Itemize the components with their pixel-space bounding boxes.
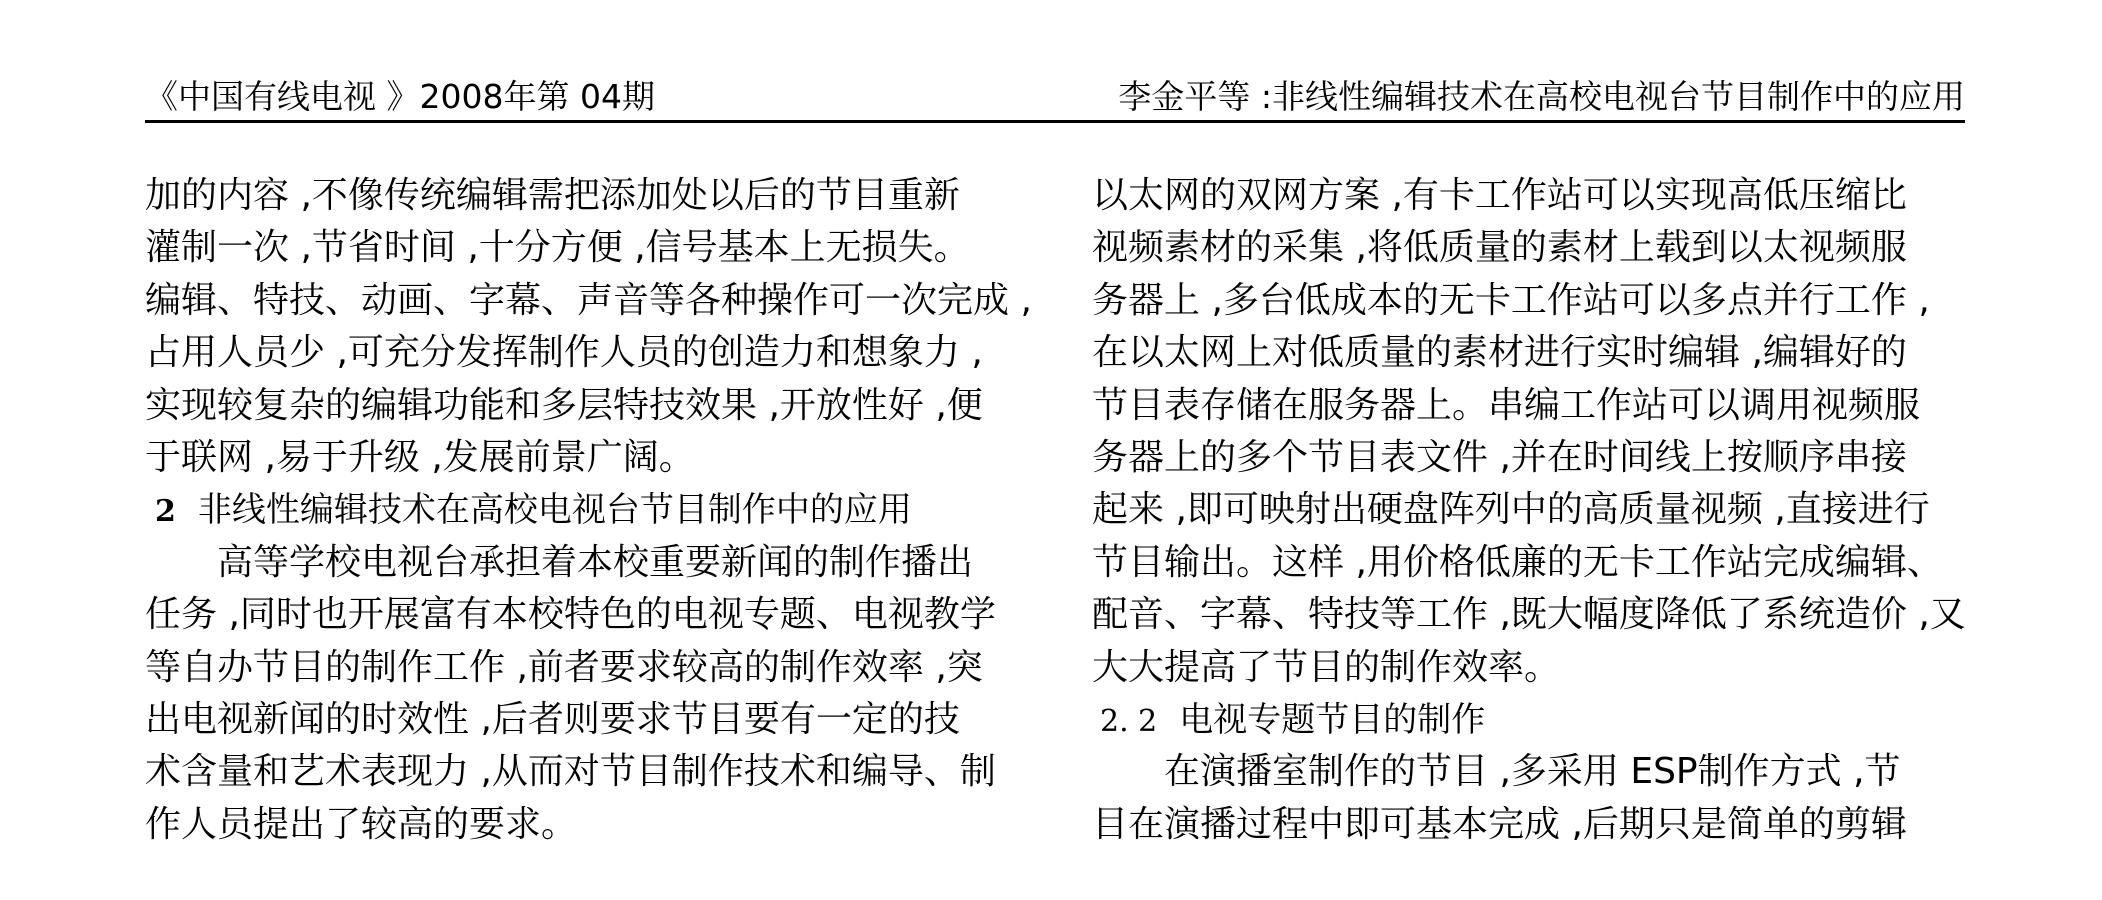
body-text-line: 编辑、特技、动画、字幕、声音等各种操作可一次完成 , [145,279,1032,321]
body-text-line: 以太网的双网方案 ,有卡工作站可以实现高低压缩比 [1092,175,1907,216]
body-text-line: 灌制一次 ,节省时间 ,十分方便 ,信号基本上无损失。 [145,227,970,269]
body-text-line: 大大提高了节目的制作效率。 [1092,646,1561,688]
subsection-heading [1092,694,1964,746]
body-text-line: 占用人员少 ,可充分发挥制作人员的创造力和想象力 , [145,332,983,374]
body-text-line: 于联网 ,易于升级 ,发展前景广阔。 [145,436,695,478]
body-text-line: 务器上 ,多台低成本的无卡工作站可以多点并行工作 , [1092,279,1930,321]
body-text-line: 配音、字幕、特技等工作 ,既大幅度降低了系统造价 ,又 [1092,594,1966,636]
body-text-line: 起来 ,即可映射出硬盘阵列中的高质量视频 ,直接进行 [1092,489,1930,531]
section-title: 非线性编辑技术在高校电视台节目制作中的应用 [197,490,912,531]
body-text-line: 节目输出。这样 ,用价格低廉的无卡工作站完成编辑、 [1092,541,1943,583]
journal-issue: 《中国有线电视 》2008年第 04期 [145,77,655,116]
right-column [1092,170,1964,851]
body-text-line: 实现较复杂的编辑功能和多层特技效果 ,开放性好 ,便 [145,384,983,426]
body-text-line: 在演播室制作的节目 ,多采用 ESP制作方式 ,节 [1092,751,1901,793]
body-text-line: 高等学校电视台承担着本校重要新闻的制作播出 [145,541,974,583]
body-text-line: 加的内容 ,不像传统编辑需把添加处以后的节目重新 [145,175,960,216]
left-column [145,170,1032,851]
body-text-line: 出电视新闻的时效性 ,后者则要求节目要有一定的技 [145,698,960,740]
section-heading [145,484,1017,536]
subsection-title: 电视专题节目的制作 [1179,699,1486,740]
body-text-line: 术含量和艺术表现力 ,从而对节目制作技术和编导、制 [145,751,996,793]
running-header [145,74,1965,123]
article-title-header: 李金平等 :非线性编辑技术在高校电视台节目制作中的应用 [1118,77,1965,116]
body-text-line: 务器上的多个节目表文件 ,并在时间线上按顺序串接 [1092,436,1907,478]
body-text-line: 节目表存储在服务器上。串编工作站可以调用视频服 [1092,384,1921,426]
body-text-line: 视频素材的采集 ,将低质量的素材上载到以太视频服 [1092,227,1907,269]
section-number: 2 [155,494,176,530]
body-text-line: 等自办节目的制作工作 ,前者要求较高的制作效率 ,突 [145,646,983,688]
body-text-line: 在以太网上对低质量的素材进行实时编辑 ,编辑好的 [1092,332,1907,374]
body-text-line: 目在演播过程中即可基本完成 ,后期只是简单的剪辑 [1092,803,1907,845]
body-text-line: 任务 ,同时也开展富有本校特色的电视专题、电视教学 [145,594,996,636]
subsection-number: 2. 2 [1100,703,1158,739]
body-text-line: 作人员提出了较高的要求。 [145,803,578,845]
